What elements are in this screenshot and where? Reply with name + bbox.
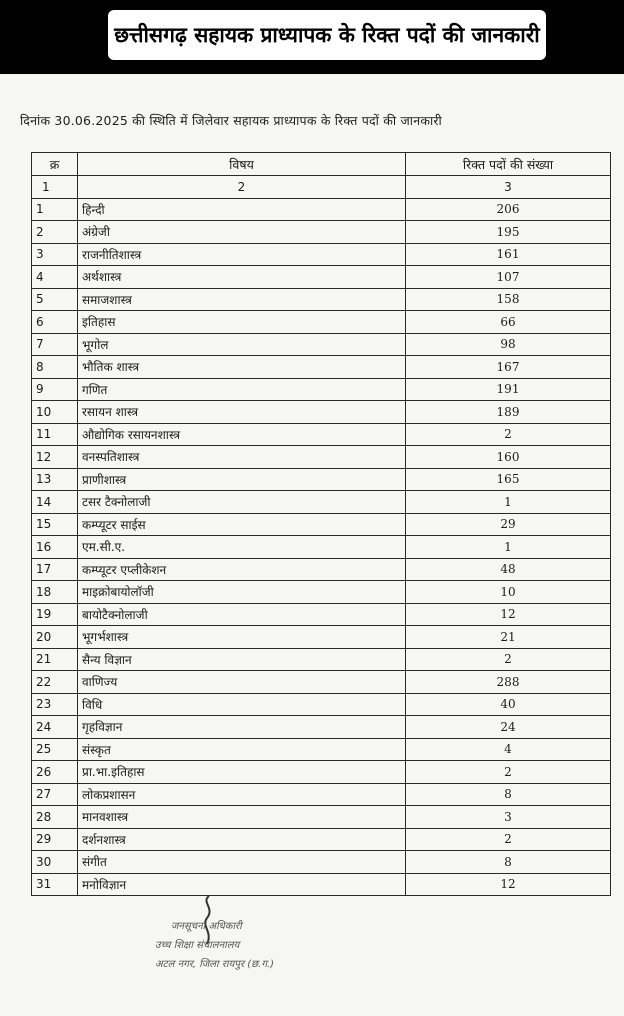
column-number-3: 3 [406,176,611,199]
row-subject: विधि [78,693,406,716]
document-subtitle: दिनांक 30.06.2025 की स्थिति में जिलेवार सहायक प्राध्यापक के रिक्त पदों की जानकारी [20,113,442,128]
row-vacancy-count: 107 [406,266,611,289]
row-serial: 3 [32,243,78,266]
table-row [32,738,611,761]
row-subject: भूगर्भशास्त्र [78,626,406,649]
banner-title: छत्तीसगढ़ सहायक प्राध्यापक के रिक्त पदों की जानकारी [108,10,546,60]
row-serial: 14 [32,491,78,514]
table-row [32,716,611,739]
row-serial: 28 [32,806,78,829]
table-row [32,356,611,379]
table-row [32,198,611,221]
row-serial: 26 [32,761,78,784]
row-subject: समाजशास्त्र [78,288,406,311]
table-row [32,761,611,784]
row-vacancy-count: 195 [406,221,611,244]
table-row [32,446,611,469]
row-serial: 7 [32,333,78,356]
row-vacancy-count: 48 [406,558,611,581]
row-vacancy-count: 2 [406,828,611,851]
row-vacancy-count: 160 [406,446,611,469]
row-subject: संस्कृत [78,738,406,761]
column-number-2: 2 [78,176,406,199]
table-row [32,558,611,581]
row-subject: सैन्य विज्ञान [78,648,406,671]
row-serial: 18 [32,581,78,604]
row-serial: 30 [32,851,78,874]
row-serial: 11 [32,423,78,446]
row-subject: कम्प्यूटर साईस [78,513,406,536]
row-vacancy-count: 12 [406,603,611,626]
row-serial: 12 [32,446,78,469]
row-subject: दर्शनशास्त्र [78,828,406,851]
row-serial: 1 [32,198,78,221]
row-subject: भौतिक शास्त्र [78,356,406,379]
row-vacancy-count: 24 [406,716,611,739]
row-serial: 13 [32,468,78,491]
table-row [32,783,611,806]
row-vacancy-count: 12 [406,873,611,896]
column-number-1: 1 [32,176,78,199]
row-vacancy-count: 29 [406,513,611,536]
row-vacancy-count: 1 [406,536,611,559]
row-serial: 2 [32,221,78,244]
row-subject: मनोविज्ञान [78,873,406,896]
row-vacancy-count: 21 [406,626,611,649]
table-header-row [32,153,611,176]
row-vacancy-count: 2 [406,423,611,446]
table-row [32,401,611,424]
row-subject: राजनीतिशास्त्र [78,243,406,266]
row-serial: 21 [32,648,78,671]
row-subject: वनस्पतिशास्त्र [78,446,406,469]
row-serial: 25 [32,738,78,761]
row-vacancy-count: 98 [406,333,611,356]
table-row [32,468,611,491]
row-serial: 17 [32,558,78,581]
row-serial: 15 [32,513,78,536]
row-serial: 8 [32,356,78,379]
header-serial: क्र [32,153,78,176]
row-vacancy-count: 10 [406,581,611,604]
row-vacancy-count: 206 [406,198,611,221]
row-vacancy-count: 40 [406,693,611,716]
table-row [32,851,611,874]
row-vacancy-count: 158 [406,288,611,311]
signature-line-1: जनसूचना अधिकारी [171,921,242,932]
row-vacancy-count: 2 [406,648,611,671]
row-subject: गणित [78,378,406,401]
table-row [32,491,611,514]
row-subject: अंग्रेजी [78,221,406,244]
row-serial: 16 [32,536,78,559]
row-vacancy-count: 8 [406,783,611,806]
row-subject: मानवशास्त्र [78,806,406,829]
row-subject: इतिहास [78,311,406,334]
table-row [32,423,611,446]
table-row [32,648,611,671]
row-serial: 19 [32,603,78,626]
table-row [32,626,611,649]
row-vacancy-count: 191 [406,378,611,401]
row-subject: अर्थशास्त्र [78,266,406,289]
row-vacancy-count: 2 [406,761,611,784]
row-serial: 4 [32,266,78,289]
row-subject: कम्प्यूटर एप्लीकेशन [78,558,406,581]
table-row [32,333,611,356]
signature-block [155,917,335,974]
row-subject: प्रा.भा.इतिहास [78,761,406,784]
table-row [32,828,611,851]
header-subject: विषय [78,153,406,176]
vacancy-table [31,152,611,896]
row-subject: औद्योगिक रसायनशास्त्र [78,423,406,446]
row-vacancy-count: 1 [406,491,611,514]
row-serial: 10 [32,401,78,424]
row-subject: टसर टैक्नोलाजी [78,491,406,514]
table-row [32,378,611,401]
row-subject: वाणिज्य [78,671,406,694]
row-vacancy-count: 8 [406,851,611,874]
table-row [32,873,611,896]
row-serial: 5 [32,288,78,311]
row-serial: 27 [32,783,78,806]
table-row [32,693,611,716]
column-number-row [32,176,611,199]
table-row [32,243,611,266]
row-serial: 23 [32,693,78,716]
table-row [32,311,611,334]
table-row [32,266,611,289]
row-vacancy-count: 167 [406,356,611,379]
row-serial: 9 [32,378,78,401]
row-vacancy-count: 189 [406,401,611,424]
signature-line-3: अटल नगर, जिला रायपुर (छ.ग.) [155,959,275,970]
row-vacancy-count: 161 [406,243,611,266]
row-serial: 29 [32,828,78,851]
row-subject: लोकप्रशासन [78,783,406,806]
row-serial: 6 [32,311,78,334]
table-row [32,536,611,559]
row-serial: 22 [32,671,78,694]
table-row [32,513,611,536]
row-serial: 31 [32,873,78,896]
row-vacancy-count: 3 [406,806,611,829]
table-row [32,671,611,694]
header-vacancy-count: रिक्त पदों की संख्या [406,153,611,176]
row-subject: रसायन शास्त्र [78,401,406,424]
row-subject: हिन्दी [78,198,406,221]
table-row [32,603,611,626]
row-vacancy-count: 4 [406,738,611,761]
row-vacancy-count: 165 [406,468,611,491]
table-row [32,581,611,604]
header-banner [0,0,624,74]
table-row [32,288,611,311]
row-subject: प्राणीशास्त्र [78,468,406,491]
document-page [0,74,624,1016]
signature-line-2: उच्च शिक्षा संचालनालय [155,940,240,951]
row-subject: भूगोल [78,333,406,356]
row-subject: संगीत [78,851,406,874]
row-subject: बायोटैक्नोलाजी [78,603,406,626]
table-row [32,806,611,829]
row-subject: गृहविज्ञान [78,716,406,739]
row-subject: माइक्रोबायोलॉजी [78,581,406,604]
row-serial: 24 [32,716,78,739]
row-vacancy-count: 66 [406,311,611,334]
row-subject: एम.सी.ए. [78,536,406,559]
row-serial: 20 [32,626,78,649]
table-row [32,221,611,244]
row-vacancy-count: 288 [406,671,611,694]
